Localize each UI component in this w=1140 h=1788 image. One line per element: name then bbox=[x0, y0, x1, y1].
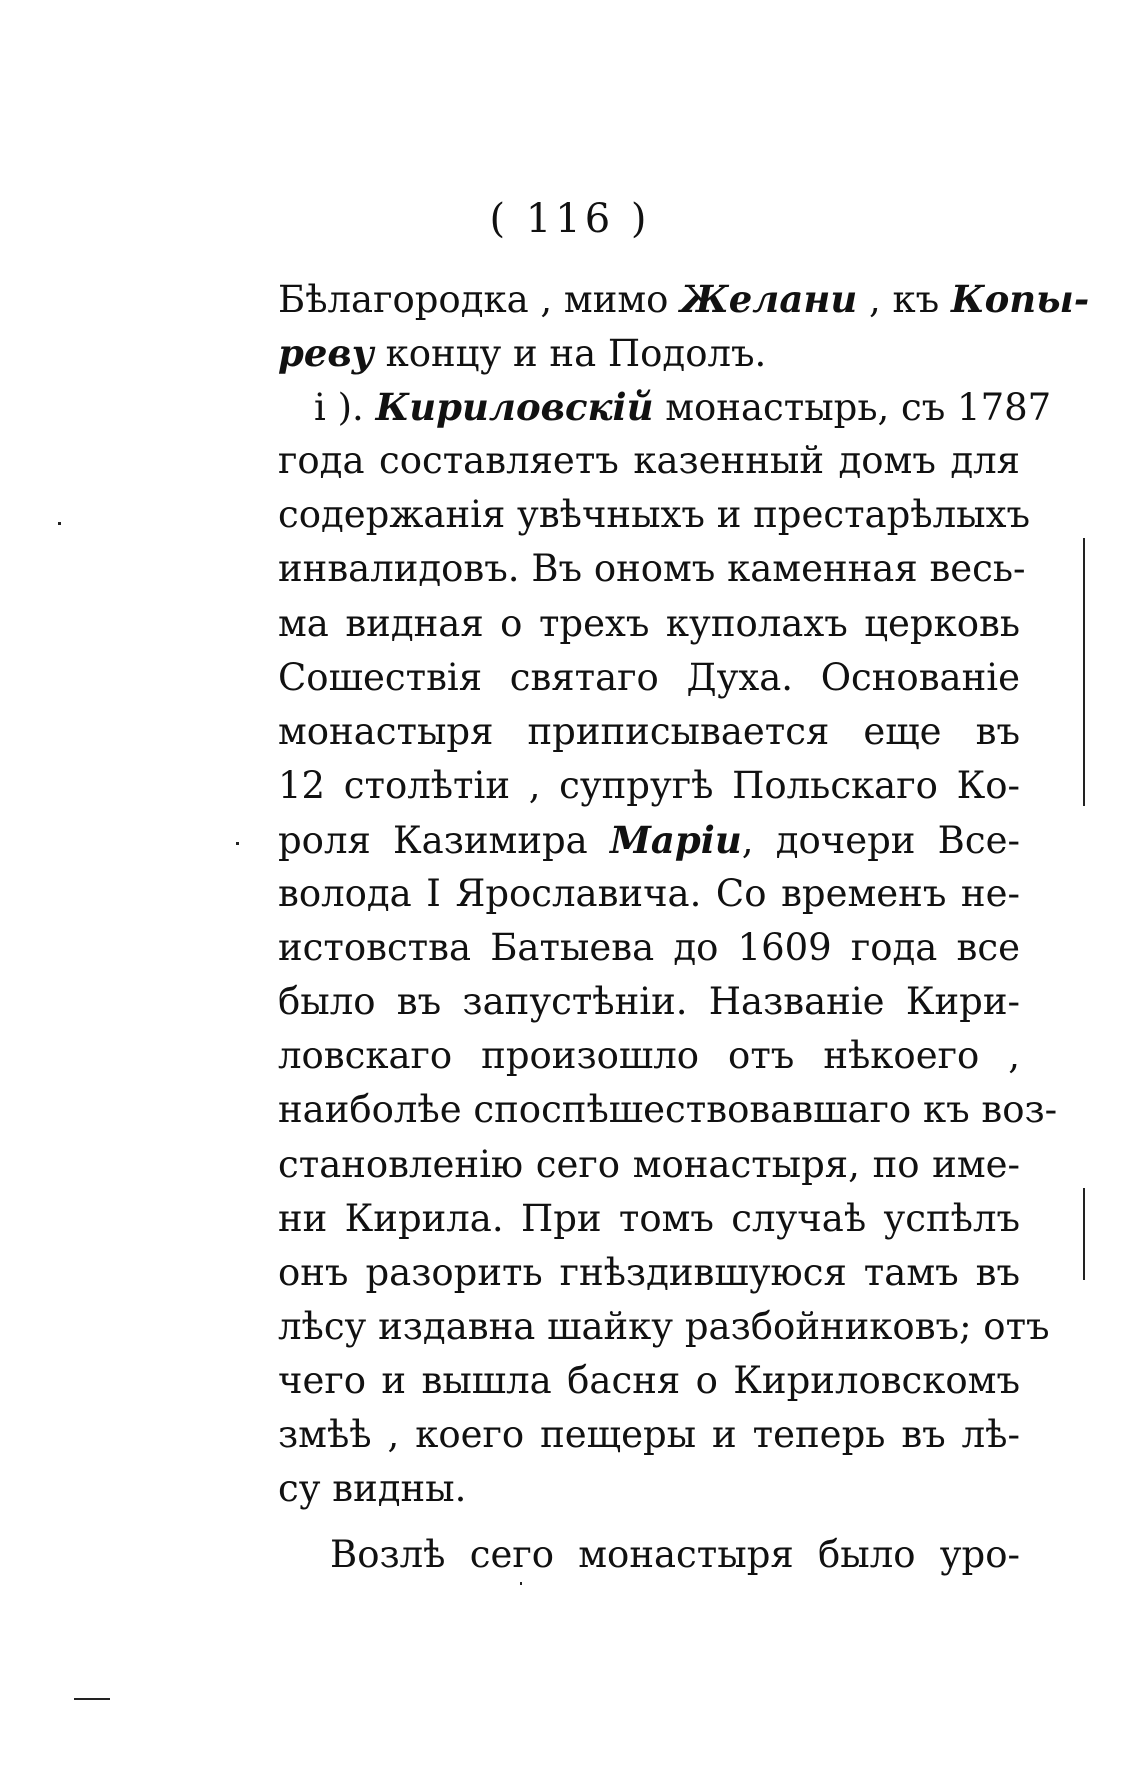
text-line: онъ разорить гнѣздившуюся тамъ въ bbox=[278, 1250, 1020, 1294]
scan-edge-line bbox=[1083, 538, 1085, 806]
text-line: Сошествія святаго Духа. Основаніе bbox=[278, 655, 1020, 699]
text-line: змѣѣ , коего пещеры и теперь въ лѣ- bbox=[278, 1412, 1020, 1456]
place-name: Кириловскій bbox=[375, 385, 654, 430]
scan-dot bbox=[520, 1582, 522, 1585]
text-line: ни Кирила. При томъ случаѣ успѣлъ bbox=[278, 1196, 1020, 1240]
person-name: Маріи bbox=[609, 817, 742, 862]
place-name: Копы- bbox=[950, 277, 1090, 321]
text-line: Возлѣ сего монастыря было уро- bbox=[330, 1533, 1020, 1577]
scan-dot bbox=[236, 842, 239, 845]
text-line: монастыря приписывается еще въ bbox=[278, 709, 1020, 753]
text-line: инвалидовъ. Въ ономъ каменная весь- bbox=[278, 547, 1026, 591]
place-name: Желани bbox=[680, 277, 858, 321]
text-line: роля Казимира Маріи, дочери Все- bbox=[278, 817, 1020, 862]
text-line: волода I Ярославича. Со временъ не- bbox=[278, 872, 1020, 916]
text-line: истовства Батыева до 1609 года все bbox=[278, 926, 1020, 970]
text-line: Бѣлагородка , мимо Желани , къ Копы- bbox=[278, 277, 1090, 321]
text-line: становленію сего монастыря, по име- bbox=[278, 1142, 1020, 1186]
place-name: реву bbox=[278, 331, 374, 376]
text-line: года составляетъ казенный домъ для bbox=[278, 439, 1020, 483]
text-line: ловскаго произошло отъ нѣкоего , bbox=[278, 1034, 1020, 1078]
text-line: было въ запустѣніи. Названіе Кири- bbox=[278, 980, 1020, 1024]
scan-dot bbox=[58, 522, 61, 525]
text-line: ма видная о трехъ куполахъ церковь bbox=[278, 601, 1020, 645]
text-line: су видны. bbox=[278, 1467, 467, 1511]
text-line: наиболѣе споспѣшествовавшаго къ воз- bbox=[278, 1088, 1058, 1132]
text-line: лѣсу издавна шайку разбойниковъ; отъ bbox=[278, 1304, 1050, 1348]
text-line: чего и вышла басня о Кириловскомъ bbox=[278, 1358, 1020, 1402]
text-line: реву концу и на Подолъ. bbox=[278, 331, 767, 376]
scan-edge-line bbox=[1083, 1188, 1085, 1280]
text-line: і ). Кириловскій монастырь, съ 1787 bbox=[314, 385, 1052, 430]
body-text bbox=[278, 272, 1090, 1582]
text-line: содержанія увѣчныхъ и престарѣлыхъ bbox=[278, 493, 1030, 537]
text-line: 12 столѣтіи , супругѣ Польскаго Ко- bbox=[278, 763, 1020, 807]
scan-mark bbox=[74, 1698, 110, 1700]
page-number: ( 116 ) bbox=[489, 196, 651, 242]
